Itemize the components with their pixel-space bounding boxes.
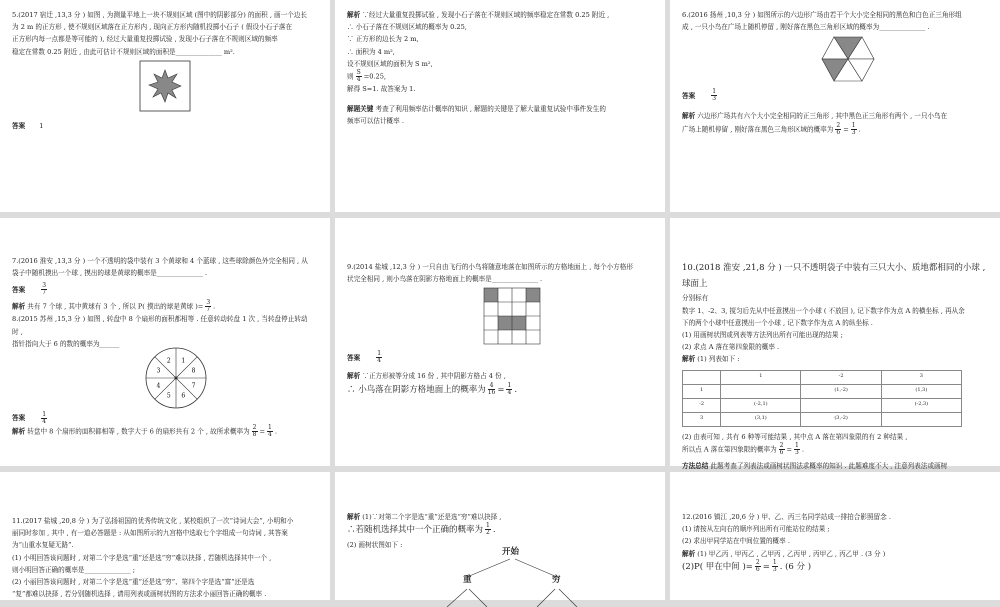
- table-cell: 1: [683, 384, 721, 398]
- q6-frac-1-3: $\frac{1}{3}$: [851, 121, 856, 136]
- wheel-label: 2: [166, 357, 171, 365]
- table-cell: (3,1): [721, 412, 801, 426]
- q9-frac-1-4: $\frac{1}{4}$: [507, 381, 512, 396]
- q10-solution-1: (1) 列表如下 :: [697, 355, 740, 364]
- q10-equals: =: [786, 445, 793, 454]
- q10-text-5: (2) 求点 A 落在第四象限的概率 .: [682, 343, 780, 352]
- q11-solution-3: (2) 画树状图如下 :: [347, 540, 403, 549]
- q8-end: .: [274, 427, 277, 436]
- q10-frac-1-3: $\frac{1}{3}$: [795, 441, 799, 456]
- panel-q11: [0, 472, 330, 600]
- q8-frac-1-4: $\frac{1}{4}$: [268, 423, 272, 438]
- table-cell: (1,-2): [801, 384, 881, 398]
- method-summary-1: 此题考查了列表法或画树状图法求概率的知识 . 此题难度不大 , 注意列表法或画树: [710, 461, 948, 470]
- q8-equals: =: [259, 427, 266, 436]
- table-row: [683, 398, 962, 412]
- q6-end: .: [858, 125, 861, 134]
- wheel-label: 3: [156, 367, 161, 375]
- hexagon-figure: [820, 35, 876, 83]
- q9-answer-value: $\frac{1}{4}$: [377, 350, 382, 365]
- q12-frac-1-3: $\frac{1}{3}$: [772, 558, 777, 573]
- panel-q11-solution: [335, 472, 665, 600]
- q10-text-4: (1) 用画树状图或列表等方法列出所有可能出现的结果 ;: [682, 331, 843, 339]
- wheel-label: 6: [181, 392, 186, 400]
- fraction-s-over-4: $\frac{S}{4}$: [356, 68, 361, 83]
- wheel-label: 7: [191, 382, 196, 390]
- q11-solution-2: ∴若随机选择其中一个正确的概率为: [347, 525, 484, 536]
- table-row: [683, 370, 962, 384]
- solution-line-6b: =0.25,: [363, 72, 387, 81]
- q10-end: .: [801, 445, 804, 454]
- solution-line-6a: 则: [347, 72, 354, 81]
- solution-line-2: ∴ 小石子落在不规则区域的概率为 0.25,: [347, 23, 467, 32]
- q10-solution-label: 解析: [682, 355, 696, 364]
- wheel-label: 8: [191, 367, 196, 375]
- tree-lines: [347, 551, 657, 607]
- q11-text-2: 丽同时参加 , 其中 , 有一道必答题是 : 从如图所示的九宫格中选取七个字组成一句诗词 , 其答案: [12, 529, 288, 538]
- table-cell: (-2,3): [881, 398, 961, 412]
- q10-solution-3: 所以点 A 落在第四象限的概率为: [682, 445, 777, 454]
- table-row: [683, 384, 962, 398]
- q5-answer-label: 答案: [12, 121, 26, 130]
- q9-solution-1: ∵正方形被等分成 16 份 , 其中阴影方格占 4 份 ,: [362, 372, 506, 381]
- q9-solution-label: 解析: [347, 372, 361, 381]
- q9-answer-label: 答案: [347, 353, 361, 362]
- method-summary-label: 方法总结: [682, 461, 709, 470]
- q12-frac-2-6: $\frac{2}{6}$: [755, 558, 760, 573]
- q6-solution-2: 广场上随机停留 , 刚好落在黑色三角形区域的概率为: [682, 125, 834, 134]
- q5-answer-value: 1: [39, 121, 44, 130]
- table-cell: (3,-2): [801, 412, 881, 426]
- q7-answer-label: 答案: [12, 285, 26, 294]
- q7-solution-label: 解析: [12, 302, 26, 311]
- q6-text-1: 6.(2016 扬州 ,10,3 分 ) 如图所示的六边形广场由若干个大小完全相同的黑色和白色正三角形组: [682, 11, 962, 19]
- q11-text-3: 为“山重水复疑无路”.: [12, 541, 74, 550]
- q11-frac-1-2: $\frac{1}{2}$: [486, 522, 490, 537]
- q12-score-2: (6 分 ): [785, 561, 812, 572]
- q12-score-1: (3 分 ): [865, 549, 886, 558]
- q8-answer-label: 答案: [12, 414, 26, 423]
- q9-solution-2: ∴ 小鸟落在阴影方格地面上的概率为: [347, 384, 486, 395]
- q12-solution-2: (2)P( 甲在中间 )=: [682, 561, 753, 572]
- table-cell: 3: [683, 412, 721, 426]
- q6-frac-2-6: $\frac{2}{6}$: [836, 121, 841, 136]
- q11-solution-label: 解析: [347, 513, 361, 521]
- wheel-center: [175, 376, 178, 379]
- q11-text-5: 则小明回答正确的概率是______________ ;: [12, 565, 136, 574]
- panel-q5: [0, 0, 330, 212]
- table-row: [683, 412, 962, 426]
- tree-left: 重: [463, 575, 472, 586]
- q8-text-3: 指针指向大于 6 的数的概率为______: [12, 339, 120, 348]
- table-cell: [721, 384, 801, 398]
- tree-right: 穷: [552, 575, 561, 586]
- q6-solution-label: 解析: [682, 112, 696, 121]
- panel-q7-q8: [0, 218, 330, 466]
- q8-solution: 转盘中 8 个扇形的面积都相等 , 数字大于 6 的扇形共有 2 个 , 故所求概率为: [27, 427, 250, 436]
- q8-frac-2-8: $\frac{2}{8}$: [252, 423, 257, 438]
- tree-diagram: [347, 547, 653, 607]
- panel-q6: [670, 0, 1000, 212]
- panel-q9: [335, 218, 665, 466]
- panel-q10: [670, 218, 1000, 470]
- q12-end: .: [779, 561, 783, 572]
- q7-end: .: [213, 302, 216, 311]
- wheel-label: 5: [166, 392, 171, 400]
- key-point-label: 解题关键: [347, 105, 374, 114]
- key-point-1: 考查了利用频率估计概率的知识 , 解题的关键是了解大量重复试验中事件发生的: [375, 105, 606, 114]
- q5-text-1: 5.(2017 宿迁 ,13,3 分 ) 如图 , 为测量平地上一块不规则区域 (图中的阴影部分) 的面积 , 画一个边长: [12, 11, 307, 19]
- table-cell: -2: [801, 370, 881, 384]
- solution-line-3: ∵ 正方形的边长为 2 m,: [347, 35, 419, 44]
- table-cell: 1: [721, 370, 801, 384]
- table-cell: [881, 412, 961, 426]
- q10-text-1: 10.(2018 淮安 ,21,8 分 ) 一只不透明袋子中装有三只大小、质地都相同的小球 , 球面上: [682, 263, 986, 289]
- panel-q5-solution: [335, 0, 665, 212]
- q8-text-1: 8.(2015 苏州 ,15,3 分 ) 如图 , 转盘中 8 个扇形的面积都相等 . 任意转动转盘 1 次 , 当转盘停止转动: [12, 315, 308, 324]
- key-point-2: 频率可以估计概率 .: [347, 117, 404, 126]
- q11-text-6: (2) 小丽回答该问题时 , 对第二个字是选“重”还是选“穷”、第四个字是选“富”还是选: [12, 577, 255, 586]
- q11-end: .: [492, 525, 496, 536]
- q8-answer-value: $\frac{1}{4}$: [42, 410, 47, 425]
- table-cell: (-2,1): [721, 398, 801, 412]
- q10-text-1b: 分别标有: [682, 294, 709, 303]
- q9-frac-4-16: $\frac{4}{16}$: [487, 381, 496, 396]
- grid-figure: [483, 287, 541, 345]
- q6-answer-value: $\frac{1}{3}$: [712, 88, 717, 103]
- panel-q12: [670, 472, 1000, 600]
- q12-solution-1: (1) 甲乙丙 , 甲丙乙 , 乙甲丙 , 乙丙甲 , 丙甲乙 , 丙乙甲 .: [697, 549, 864, 558]
- q7-text-1: 7.(2016 淮安 ,13,3 分 ) 一个不透明的袋中装有 3 个黄球和 4 个蓝球 , 这些球除颜色外完全相同 , 从: [12, 257, 308, 265]
- q12-text-1: 12.(2016 镇江 ,20,6 分 ) 甲、乙、丙三名同学站成一排拍合影照留念 .: [682, 513, 891, 521]
- q9-equals: =: [497, 384, 505, 395]
- q11-text-4: (1) 小明回答该问题时 , 对第二个字是选“重”还是选“穷”难以抉择 , 若随机选择其中一个 ,: [12, 553, 272, 562]
- q12-text-2: (1) 请按从左向右的顺序列出所有可能站位的结果 ;: [682, 525, 830, 534]
- solution-line-7: 解得 S=1. 故答案为 1.: [347, 84, 416, 93]
- solution-line-5: 设不规则区域的面积为 S m²,: [347, 59, 433, 68]
- q9-text-2: 状完全相同 , 则小鸟落在阴影方格地面上的概率是______________ .: [347, 275, 543, 284]
- spinner-wheel-figure: [144, 346, 208, 410]
- q10-text-3: 下的两个小球中任意摸出一个小球 , 记下数字作为点 A 的纵坐标 .: [682, 318, 873, 327]
- outcome-table: [682, 370, 962, 427]
- tree-root: 开始: [502, 547, 520, 558]
- q6-answer-label: 答案: [682, 91, 696, 100]
- q10-solution-2: (2) 由表可知 , 共有 6 种等可能结果 , 其中点 A 落在第四象限的有 2 种结果 ,: [682, 432, 908, 441]
- q8-text-2: 时 ,: [12, 327, 23, 336]
- q5-text-3: 正方形内每一点都是等可能的 ), 经过大量重复投掷试验 , 发现小石子落在不规则区域的频率: [12, 35, 278, 44]
- irregular-region-figure: [139, 60, 191, 112]
- q7-frac: $\frac{3}{7}$: [206, 299, 211, 314]
- table-cell: [801, 398, 881, 412]
- wheel-label: 1: [181, 357, 186, 365]
- q7-text-2: 袋子中随机摸出一个球 , 摸出的球是黄球的概率是______________ .: [12, 269, 208, 278]
- q9-text-1: 9.(2014 盐城 ,12,3 分 ) 一只自由飞行的小鸟将随意地落在如图所示的方格地面上 , 每个小方格形: [347, 263, 633, 271]
- q6-text-2: 成 , 一只小鸟在广场上随机停留 , 刚好落在黑色三角形区域的概率为______________ .: [682, 23, 930, 32]
- q6-equals: =: [843, 125, 849, 134]
- q12-solution-label: 解析: [682, 549, 696, 558]
- table-cell: (1,3): [881, 384, 961, 398]
- q5-text-2: 为 2 m 的正方形 , 使不规则区域落在正方形内 , 现向正方形内随机投掷小石子 ( 假设小石子落在: [12, 23, 293, 32]
- solution-line-1: ∵经过大量重复投掷试验 , 发现小石子落在不规则区域的频率稳定在常数 0.25 附近 ,: [362, 11, 610, 19]
- q8-solution-label: 解析: [12, 427, 26, 436]
- q11-solution-1: (1)∵对第二个字是选“重”还是选“穷”难以抉择 ,: [362, 513, 502, 521]
- q11-text-7: “复”都难以抉择 , 若分别随机选择 , 请用列表或画树状图的方法求小丽回答正确的概率 .: [12, 590, 267, 599]
- q12-equals: =: [762, 561, 770, 572]
- table-cell: [683, 370, 721, 384]
- q9-end: .: [514, 384, 518, 395]
- q12-text-3: (2) 求出甲同学站在中间位置的概率 .: [682, 537, 790, 546]
- solution-label: 解析: [347, 11, 361, 19]
- q6-solution-1: 六边形广场共有六个大小完全相同的正三角形 , 其中黑色正三角形有两个 , 一只小鸟在: [697, 112, 948, 121]
- table-cell: 3: [881, 370, 961, 384]
- q7-answer-value: $\frac{3}{7}$: [42, 282, 47, 297]
- solution-line-4: ∴ 面积为 4 m²,: [347, 47, 395, 56]
- q11-text-1: 11.(2017 盐城 ,20,8 分 ) 为了弘扬祖国的优秀传统文化 , 某校组织了一次“诗词大会”, 小明和小: [12, 517, 294, 525]
- table-cell: -2: [683, 398, 721, 412]
- q10-frac-2-6: $\frac{2}{6}$: [779, 441, 784, 456]
- q7-solution: 共有 7 个球 , 其中黄球有 3 个 , 所以 P( 摸出的球是黄球 )=: [27, 302, 204, 311]
- wheel-label: 4: [156, 382, 161, 390]
- q5-text-4: 稳定在常数 0.25 附近 , 由此可估计不规则区域的面积是______________ m².: [12, 47, 235, 56]
- q10-text-2: 数字 1、-2、3, 搅匀后先从中任意摸出一个小球 ( 不放回 ), 记下数字作为点 A 的横坐标 , 再从余: [682, 306, 965, 315]
